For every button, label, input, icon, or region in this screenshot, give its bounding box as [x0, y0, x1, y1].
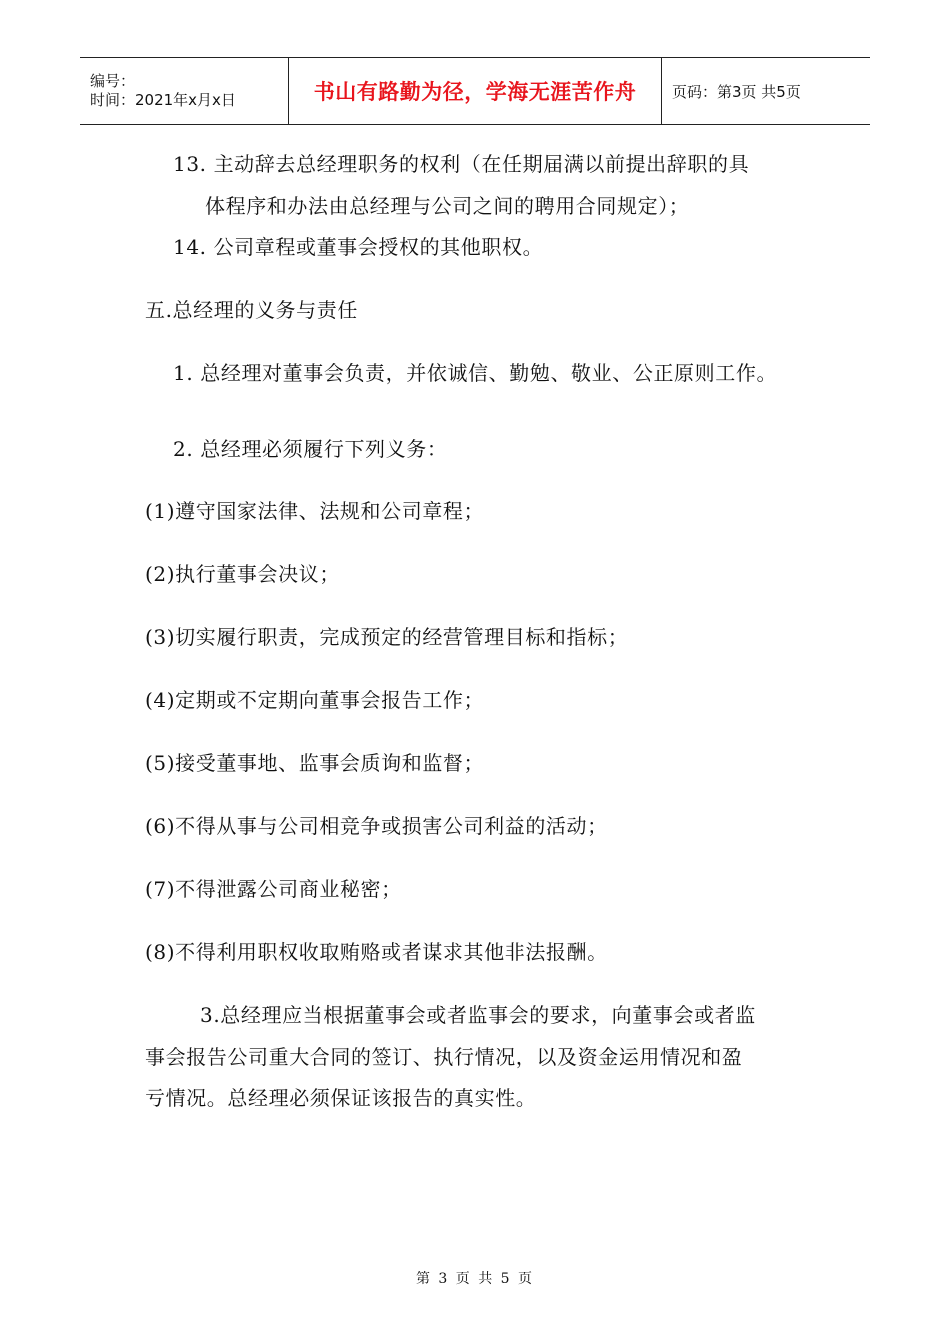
document-date: 时间：2021年x月x日	[90, 91, 236, 109]
list-item: (5)接受董事地、监事会质询和监督；	[145, 751, 485, 775]
document-number-label: 编号：	[90, 72, 136, 90]
header-page-info: 页码：第3页 共5页	[662, 58, 871, 125]
header-motto: 书山有路勤为径，学海无涯苦作舟	[289, 58, 662, 125]
paragraph-line: 3.总经理应当根据董事会或者监事会的要求，向董事会或者监	[200, 1003, 756, 1027]
list-item: (3)切实履行职责，完成预定的经营管理目标和指标；	[145, 625, 629, 649]
list-item: (7)不得泄露公司商业秘密；	[145, 877, 402, 901]
paragraph-line: 体程序和办法由总经理与公司之间的聘用合同规定）；	[205, 194, 690, 218]
list-item: (2)执行董事会决议；	[145, 562, 340, 586]
section-heading: 五.总经理的义务与责任	[145, 298, 358, 322]
paragraph-line: 14. 公司章程或董事会授权的其他职权。	[173, 235, 544, 259]
paragraph-line: 2. 总经理必须履行下列义务：	[173, 437, 448, 461]
page-footer: 第 3 页 共 5 页	[415, 1271, 535, 1287]
paragraph-line: 事会报告公司重大合同的签订、执行情况，以及资金运用情况和盈	[145, 1045, 743, 1069]
paragraph-line: 亏情况。总经理必须保证该报告的真实性。	[145, 1086, 537, 1110]
paragraph-line: 13. 主动辞去总经理职务的权利（在任期届满以前提出辞职的具	[173, 152, 750, 176]
list-item: (6)不得从事与公司相竞争或损害公司利益的活动；	[145, 814, 608, 838]
list-item: (4)定期或不定期向董事会报告工作；	[145, 688, 485, 712]
document-header	[80, 57, 870, 125]
list-item: (8)不得利用职权收取贿赂或者谋求其他非法报酬。	[145, 940, 608, 964]
list-item: (1)遵守国家法律、法规和公司章程；	[145, 499, 485, 523]
paragraph-line: 1. 总经理对董事会负责，并依诚信、勤勉、敬业、公正原则工作。	[173, 361, 778, 385]
header-meta	[80, 58, 289, 125]
